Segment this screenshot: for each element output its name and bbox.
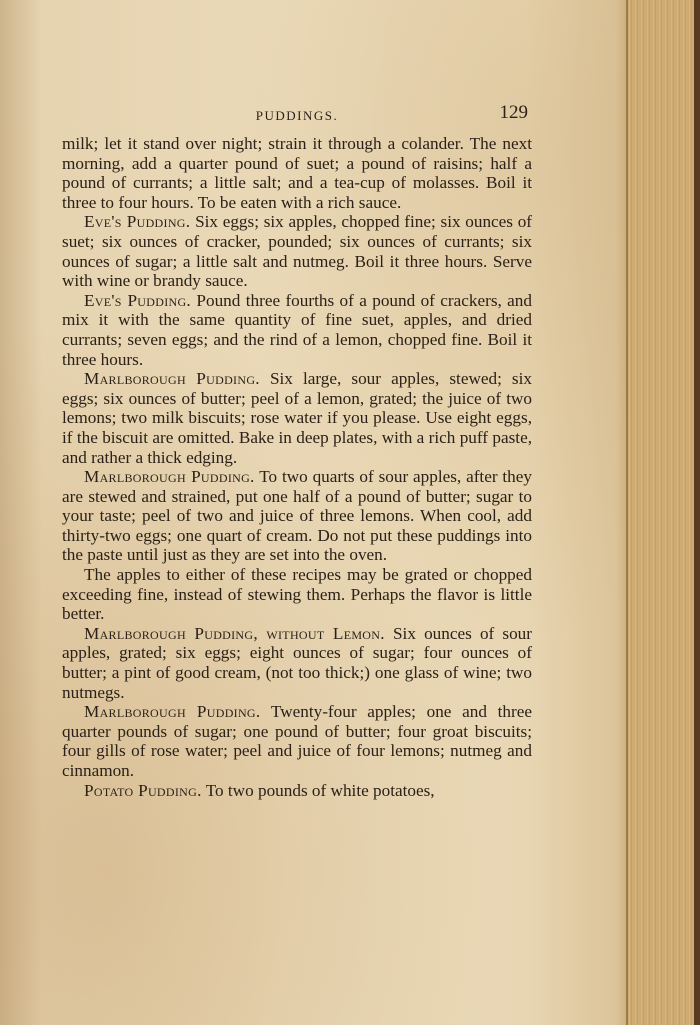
recipe-marlborough-pudding-2 [62, 467, 532, 565]
text-block [62, 104, 532, 800]
recipe-text: Six large, sour apples, stewed; six eggs; six ounces of butter; peel of a lemon, grated; the juice of two lemons; two milk biscuits; rose water if you please. Use eight eggs, if the biscuit are omitted. Bake in deep plates, with a rich puff paste, and rather a thick edging. [62, 369, 532, 467]
paragraph-continued [62, 134, 532, 212]
recipe-text: Pound three fourths of a pound of crackers, and mix it with the same quantity of fine suet, apples, and dried currants; seven eggs; and the rind of a lemon, chopped fine. Boil it three hours. [62, 290, 532, 369]
page-edges [626, 0, 700, 1025]
recipe-title: Eve's Pudding. [84, 290, 192, 310]
body-text [62, 134, 532, 800]
apples-note [62, 565, 532, 624]
recipe-text: Six ounces of sour apples, grated; six eggs; eight ounces of sugar; four ounces of butter; a pint of good cream, (not too thick;) one glass of wine; two nutmegs. [62, 623, 533, 702]
recipe-eves-pudding-1 [62, 212, 532, 290]
recipe-marlborough-pudding-1 [62, 369, 532, 467]
paragraph-text: The apples to either of these recipes may be grated or chopped exceeding fine, instead of stewing them. Perhaps the flavor is little better. [62, 565, 532, 624]
recipe-text: To two quarts of sour apples, after they are stewed and strained, put one half of a pound of butter; sugar to your taste; peel of two and juice of three lemons. When cool, add thirty-two eggs; one quart of cream. Do not put these puddings into the paste until just as they are set into the oven. [62, 467, 532, 565]
recipe-title: Marlborough Pudding. [84, 702, 261, 722]
recipe-title: Marlborough Pudding. [84, 369, 260, 389]
running-head [62, 104, 532, 130]
recipe-title: Marlborough Pudding. [84, 467, 255, 487]
recipe-title: Eve's Pudding. [84, 212, 191, 232]
recipe-marlborough-without-lemon [62, 624, 532, 702]
recipe-potato-pudding [62, 781, 532, 801]
recipe-title: Potato Pudding. [84, 780, 202, 800]
recipe-marlborough-pudding-3 [62, 702, 532, 780]
recipe-text: To two pounds of white potatoes, [205, 780, 435, 800]
page-number: 129 [499, 102, 528, 123]
recipe-title: Marlborough Pudding, without Lemon. [84, 623, 385, 643]
paragraph-text: milk; let it stand over night; strain it through a colander. The next morning, add a quarter pound of suet; a pound of raisins; half a pound of currants; a little salt; and a tea-cup of molasses. Boil it three to four hours. To be eaten with a rich sauce. [62, 134, 532, 212]
running-title: PUDDINGS. [255, 108, 339, 123]
recipe-text: Six eggs; six apples, chopped fine; six ounces of suet; six ounces of cracker, pounded; six ounces of currants; six ounces of sugar; a little salt and nutmeg. Boil it three hours. Serve with wine or brandy sauce. [62, 212, 533, 291]
recipe-text: Twenty-four apples; one and three quarter pounds of sugar; one pound of butter; four groat biscuits; four gills of rose water; peel and juice of four lemons; nutmeg and cinnamon. [62, 702, 532, 780]
recipe-eves-pudding-2 [62, 291, 532, 369]
